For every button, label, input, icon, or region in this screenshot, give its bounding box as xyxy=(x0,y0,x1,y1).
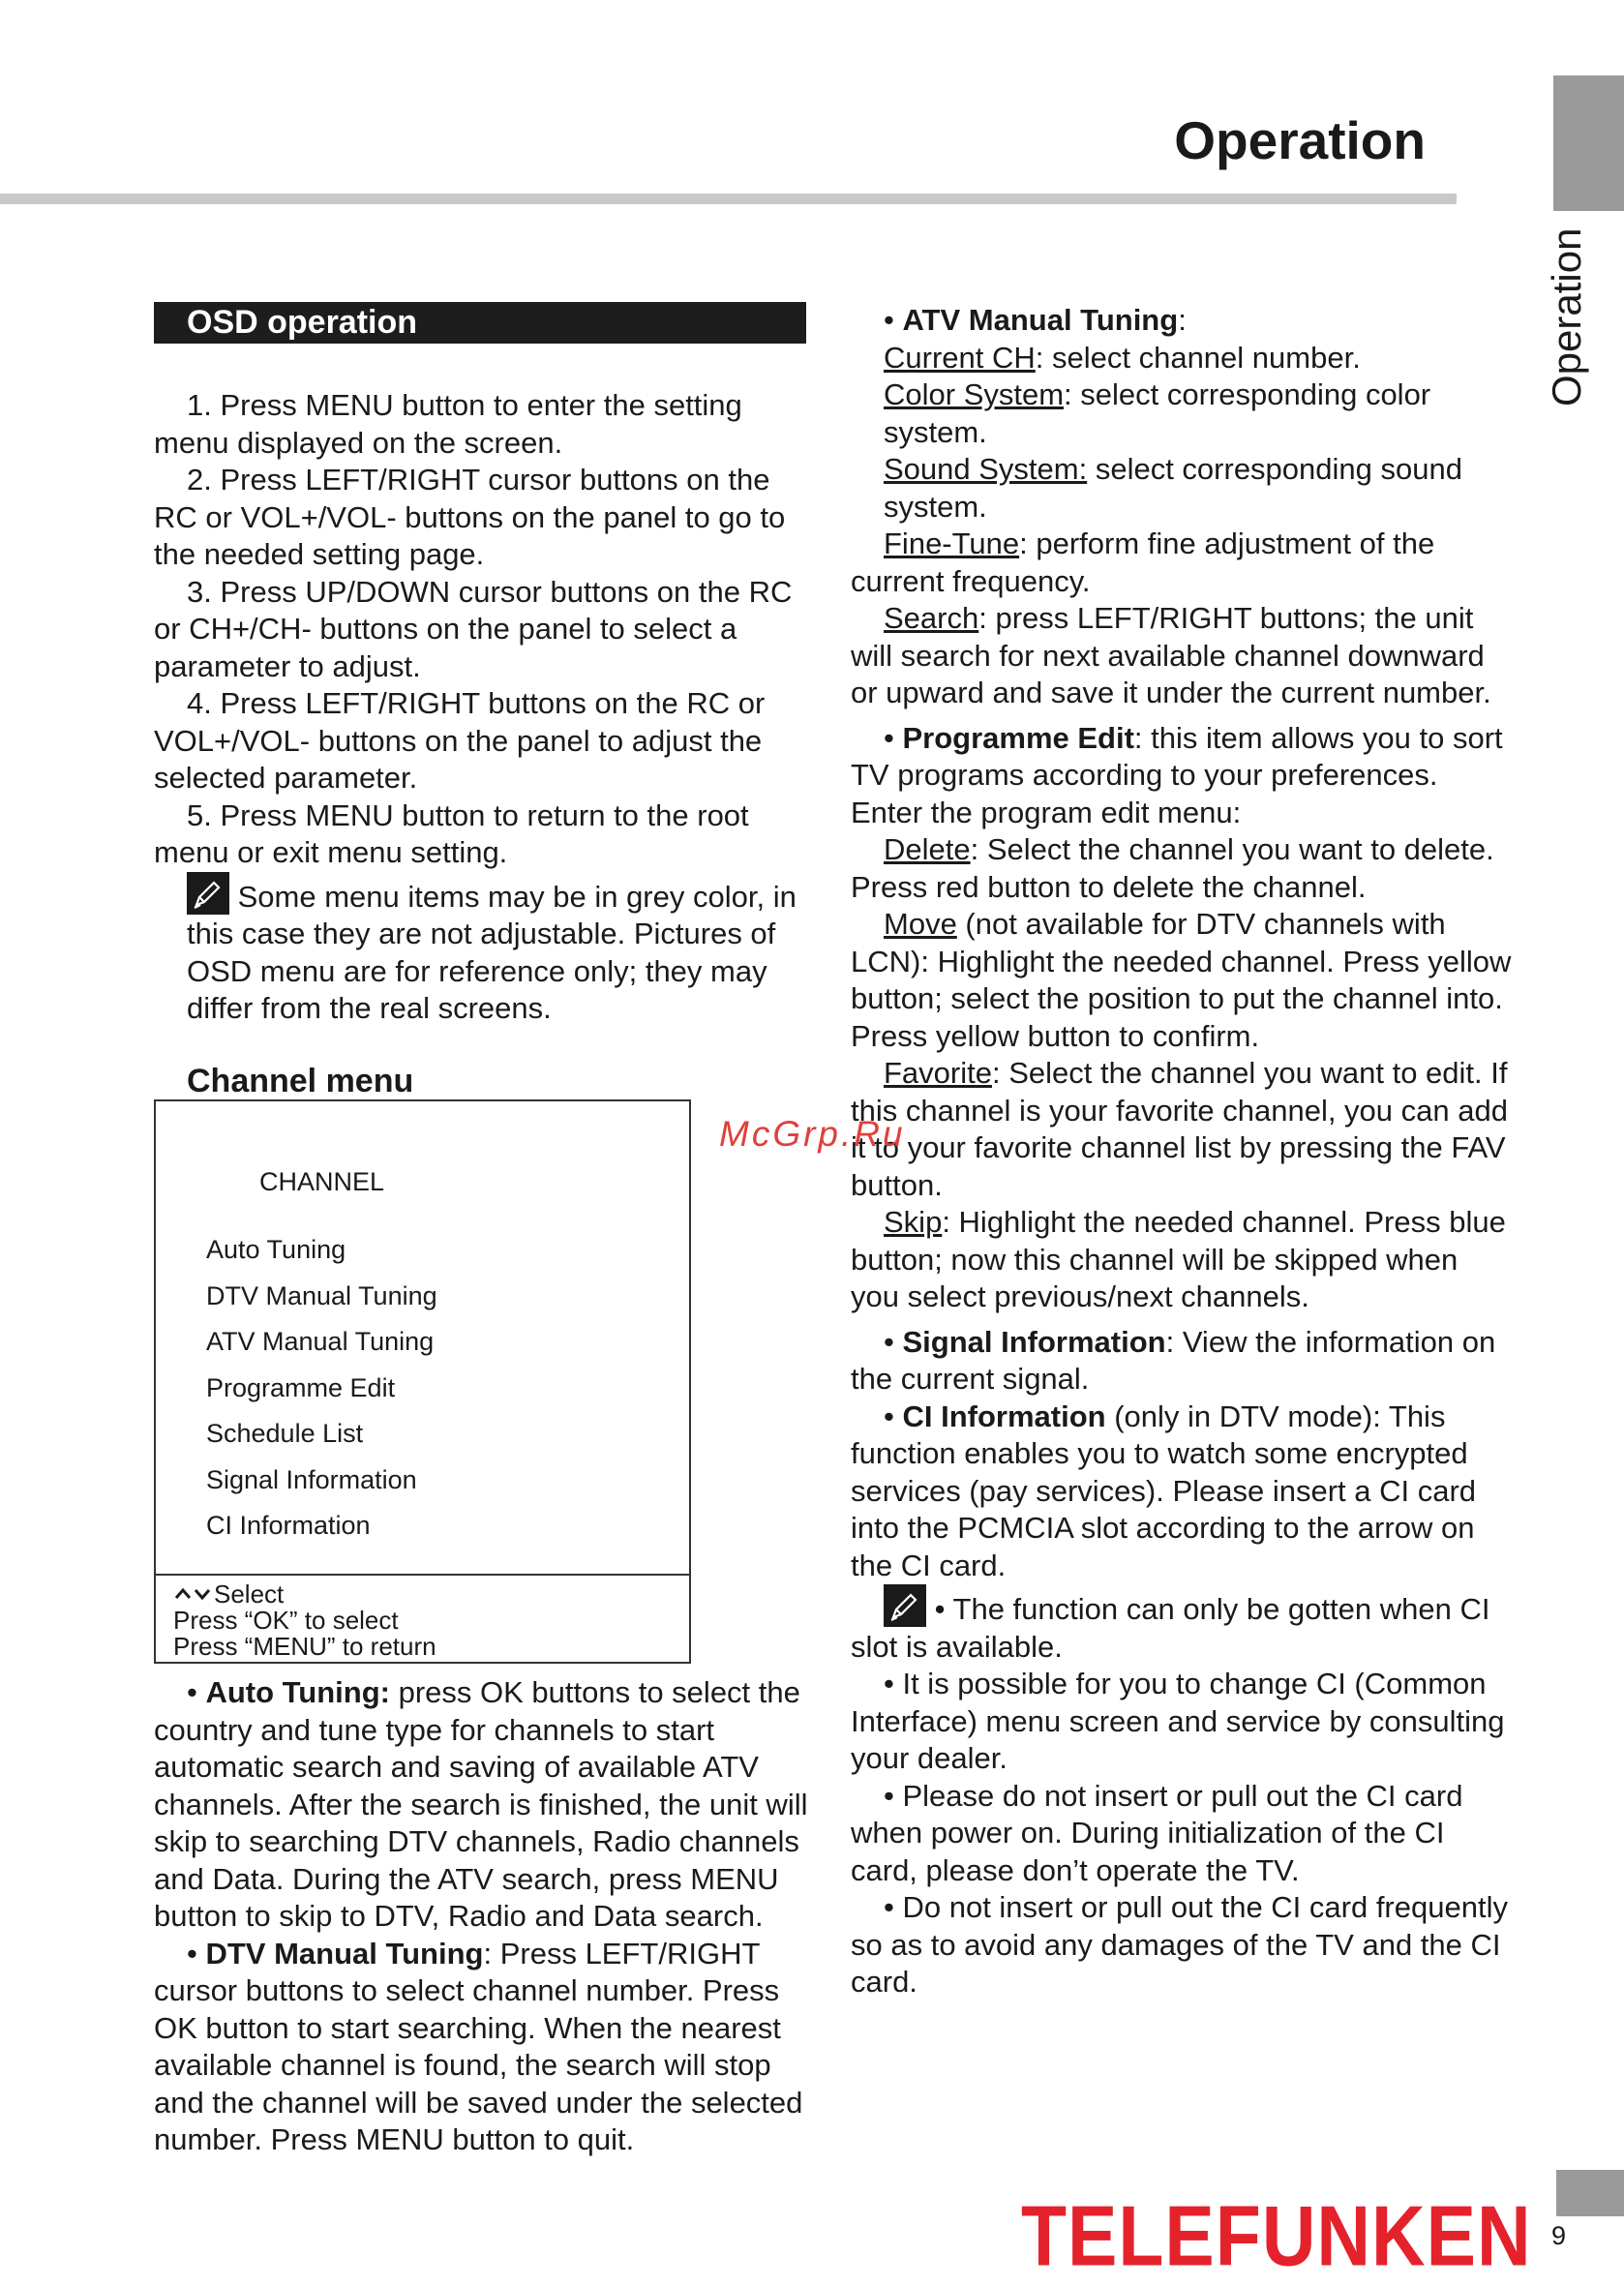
osd-footer-select: Select xyxy=(214,1579,285,1609)
osd-item-ci-information: CI Information xyxy=(206,1511,371,1540)
page-number-tab xyxy=(1556,2170,1624,2216)
osd-step-4: 4. Press LEFT/RIGHT buttons on the RC or VOL+/VOL- buttons on the panel to adjust the selected parameter. xyxy=(154,686,766,795)
left-column-lower xyxy=(154,1674,812,2159)
osd-item-signal-information: Signal Information xyxy=(206,1464,417,1494)
ci-note-3: • Please do not insert or pull out the CI card when power on. During initialization of the CI card, please don’t operate the TV. xyxy=(851,1778,1463,1887)
osd-note: Some menu items may be in grey color, in this case they are not adjustable. Pictures of OSD menu are for reference only; they may differ from the real screens. xyxy=(154,872,807,1028)
section-heading: OSD operation xyxy=(187,304,418,341)
pe-favorite: Favorite: Select the channel you want to edit. If this channel is your favorite channel, you can add it to your favorite channel list by pressing the FAV button. xyxy=(851,1056,1508,1202)
pe-delete: Delete: Select the channel you want to delete. Press red button to delete the channel. xyxy=(851,832,1494,904)
ci-note-1: • The function can only be gotten when CI slot is available. xyxy=(851,1584,1514,1666)
left-column xyxy=(154,387,807,1028)
ci-note-2: • It is possible for you to change CI (Common Interface) menu screen and service by consulting your dealer. xyxy=(851,1667,1505,1775)
up-down-arrows-icon xyxy=(173,1586,214,1602)
page-title: Operation xyxy=(1174,110,1426,170)
osd-item-auto-tuning: Auto Tuning xyxy=(206,1235,346,1264)
side-tab-marker xyxy=(1553,75,1624,211)
osd-step-3: 3. Press UP/DOWN cursor buttons on the RC or CH+/CH- buttons on the panel to select a parameter to adjust. xyxy=(154,574,793,683)
osd-item-programme-edit: Programme Edit xyxy=(206,1372,396,1402)
pe-move: Move (not available for DTV channels with LCN): Highlight the needed channel. Press yellow button; select the position to put the channel into. Press yellow button to confirm. xyxy=(851,907,1512,1053)
osd-footer xyxy=(156,1574,689,1660)
atv-current-ch: Current CH: select channel number. xyxy=(884,340,1361,375)
channel-osd-illustration xyxy=(154,1099,691,1664)
ci-note-4: • Do not insert or pull out the CI card frequently so as to avoid any damages of the TV and the CI card. xyxy=(851,1890,1508,1999)
atv-color-system: Color System: select corresponding color system. xyxy=(884,377,1431,449)
side-tab-label: Operation xyxy=(1544,227,1589,406)
osd-footer-menu: Press “MENU” to return xyxy=(173,1632,436,1661)
page-number: 9 xyxy=(1551,2221,1567,2250)
pe-skip: Skip: Highlight the needed channel. Press blue button; now this channel will be skipped when you select previous/next channels. xyxy=(851,1205,1506,1313)
osd-footer-ok: Press “OK” to select xyxy=(173,1606,399,1635)
osd-item-atv-manual-tuning: ATV Manual Tuning xyxy=(206,1327,435,1356)
osd-item-dtv-manual-tuning: DTV Manual Tuning xyxy=(206,1280,437,1310)
signal-information-desc: • Signal Information: View the information on the current signal. xyxy=(851,1324,1496,1396)
osd-step-5: 5. Press MENU button to return to the root menu or exit menu setting. xyxy=(154,797,749,869)
channel-menu-heading: Channel menu xyxy=(187,1063,414,1099)
ci-information-desc: • CI Information (only in DTV mode): This function enables you to watch some encrypted services (pay services). Please insert a CI card into the PCMCIA slot according to the arrow on the CI card. xyxy=(851,1399,1477,1582)
brand-logo: TELEFUNKEN xyxy=(1021,2188,1532,2285)
programme-edit-desc: • Programme Edit: this item allows you to sort TV programs according to your preferences. Enter the program edit menu: xyxy=(851,720,1503,829)
note-pen-icon xyxy=(187,872,229,915)
right-column xyxy=(851,302,1514,2001)
osd-menu-list xyxy=(206,1227,437,1549)
osd-step-1: 1. Press MENU button to enter the setting menu displayed on the screen. xyxy=(154,388,742,460)
osd-step-2: 2. Press LEFT/RIGHT cursor buttons on the RC or VOL+/VOL- buttons on the panel to go to the needed setting page. xyxy=(154,463,786,571)
atv-manual-tuning-heading: • ATV Manual Tuning: xyxy=(884,303,1187,337)
header-rule xyxy=(0,194,1457,204)
osd-item-schedule-list: Schedule List xyxy=(206,1419,364,1448)
atv-search: Search: press LEFT/RIGHT buttons; the unit will search for next available channel downward or upward and save it under the current number. xyxy=(851,601,1491,709)
dtv-manual-tuning-desc: • DTV Manual Tuning: Press LEFT/RIGHT cursor buttons to select channel number. Press OK button to start searching. When the nearest available channel is found, the search will stop and the channel will be saved under the selected number. Press MENU button to quit. xyxy=(154,1936,803,2156)
section-heading-bar xyxy=(154,302,806,344)
osd-title: CHANNEL xyxy=(259,1167,385,1196)
watermark: McGrp.Ru xyxy=(719,1114,906,1154)
auto-tuning-desc: • Auto Tuning: press OK buttons to select the country and tune type for channels to start automatic search and saving of available ATV channels. After the search is finished, the unit will skip to searching DTV channels, Radio channels and Data. During the ATV search, press MENU button to skip to DTV, Radio and Data search. xyxy=(154,1675,808,1933)
atv-sound-system: Sound System: select corresponding sound system. xyxy=(884,452,1462,524)
atv-fine-tune: Fine-Tune: perform fine adjustment of the current frequency. xyxy=(851,526,1435,598)
note-pen-icon xyxy=(884,1584,926,1627)
